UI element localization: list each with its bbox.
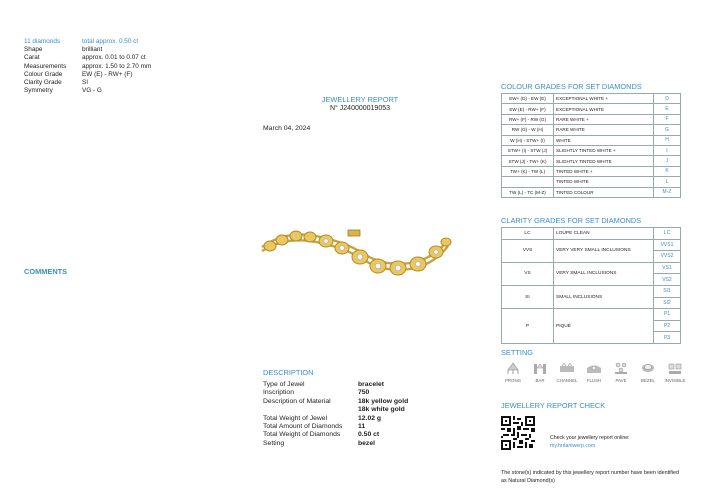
colour-grade-row [502, 145, 681, 155]
clarity-grade-letter: P3 [654, 332, 681, 344]
clarity-grade-row [502, 228, 681, 240]
colour-grade-row [502, 166, 681, 176]
description-row [263, 440, 408, 448]
colour-grade-name: SLIGHTLY TINTED WHITE [554, 156, 654, 166]
summary-value: EW (E) - RW+ (F) [82, 70, 133, 78]
colour-grade-code: STW (J) - TW+ (K) [502, 156, 554, 166]
setting-item [528, 360, 552, 383]
description-value-line: 12.02 g [358, 414, 382, 422]
comments-heading: COMMENTS [24, 267, 68, 276]
description-label: Setting [263, 439, 285, 447]
colour-grade-name: TINTED WHITE + [554, 166, 654, 176]
summary-value: approx. 1.50 to 2.70 mm [82, 62, 152, 70]
bar-icon [528, 360, 552, 376]
colour-grade-code: TW (L) - TC (M-Z) [502, 187, 554, 197]
setting-heading: SETTING [501, 348, 534, 357]
summary-label: Colour Grade [24, 70, 63, 78]
description-value-line: bracelet [358, 381, 385, 388]
clarity-grade-row [502, 309, 681, 321]
colour-grade-row [502, 125, 681, 135]
clarity-grade-code: VVS [502, 239, 554, 262]
channel-icon [555, 360, 579, 376]
clarity-grade-letter: VS1 [654, 262, 681, 274]
summary-value: VG - G [82, 87, 102, 95]
description-value-line: 0.50 ct [358, 431, 380, 439]
colour-grade-letter: I [654, 145, 681, 155]
report-date: March 04, 2024 [263, 125, 311, 132]
description-row [263, 423, 408, 431]
description-label: Total Weight of Diamonds [263, 431, 341, 439]
clarity-grade-name: VERY SMALL INCLUSIONS [554, 262, 654, 285]
description-value-line: 18k white gold [358, 406, 405, 414]
colour-grade-letter: K [654, 166, 681, 176]
colour-grade-letter: J [654, 156, 681, 166]
summary-row [24, 54, 151, 62]
setting-label: CHANNEL [556, 378, 578, 383]
clarity-grade-code: LC [502, 228, 554, 240]
description-value-line: 11 [358, 423, 366, 431]
description-heading: DESCRIPTION [263, 368, 314, 377]
clarity-grade-name: LOUPE CLEAN [554, 228, 654, 240]
colour-grade-name: WHITE [554, 135, 654, 145]
colour-grade-row [502, 104, 681, 114]
prong-icon [501, 360, 525, 376]
description-row [263, 431, 408, 439]
setting-label: PRONG [504, 378, 522, 383]
colour-grade-name: RARE WHITE [554, 125, 654, 135]
report-check-heading: JEWELLERY REPORT CHECK [501, 401, 606, 410]
description-row [263, 415, 408, 423]
clarity-grade-letter: P2 [654, 320, 681, 332]
clarity-grade-letter: LC [654, 228, 681, 240]
colour-grade-letter: L [654, 177, 681, 187]
colour-grade-name: SLIGHTLY TINTED WHITE + [554, 145, 654, 155]
setting-icons [501, 360, 687, 383]
bezel-icon [636, 360, 660, 376]
clarity-grade-code: SI [502, 285, 554, 308]
description-value-line: bezel [358, 439, 375, 447]
setting-item [636, 360, 660, 383]
summary-row [24, 87, 151, 95]
colour-grade-letter: F [654, 114, 681, 124]
colour-grade-row [502, 177, 681, 187]
clarity-grade-row [502, 262, 681, 274]
clarity-grade-row [502, 239, 681, 251]
clarity-grade-letter: SI1 [654, 285, 681, 297]
report-title: JEWELLERY REPORT [321, 95, 399, 104]
summary-label: Measurements [24, 62, 67, 70]
description-value-line: 750 [358, 389, 370, 397]
description-table [263, 381, 408, 448]
summary-value: brilliant [82, 46, 103, 54]
clarity-grade-code: P [502, 309, 554, 344]
description-row [263, 381, 408, 389]
colour-grade-row [502, 114, 681, 124]
setting-item [582, 360, 606, 383]
colour-grade-name: TINTED WHITE [554, 177, 654, 187]
setting-item [501, 360, 525, 383]
description-label: Total Weight of Jewel [263, 414, 328, 422]
clarity-grade-letter: VVS2 [654, 251, 681, 263]
clarity-grade-letter: VS2 [654, 274, 681, 286]
summary-label: Symmetry [24, 87, 53, 95]
colour-grade-row [502, 156, 681, 166]
description-value [358, 423, 365, 431]
clarity-grade-row [502, 285, 681, 297]
description-row [263, 389, 408, 397]
diamond-count: 11 diamonds [24, 38, 61, 45]
colour-grade-letter: D [654, 94, 681, 104]
description-value-line: 18k yellow gold [358, 397, 409, 405]
clarity-grade-letter: P1 [654, 309, 681, 321]
summary-value: approx. 0.01 to 0.07 ct [82, 54, 146, 62]
colour-grade-letter: H [654, 135, 681, 145]
description-value [358, 440, 375, 448]
description-label: Total Amount of Diamonds [263, 423, 343, 431]
colour-grade-name: RARE WHITE + [554, 114, 654, 124]
description-value [358, 398, 408, 415]
qr-code[interactable] [501, 416, 535, 450]
clarity-grade-name: PIQUÉ [554, 309, 654, 344]
pave-icon [609, 360, 633, 376]
colour-grade-row [502, 94, 681, 104]
description-value [358, 415, 381, 423]
description-label: Type of Jewel [263, 381, 305, 388]
report-number: N° J240000019053 [329, 105, 391, 112]
colour-grade-code [502, 177, 554, 187]
colour-grade-code: RW+ (F) - RW (G) [502, 114, 554, 124]
colour-grade-code: EW+ (D) - EW (E) [502, 94, 554, 104]
description-row [263, 398, 408, 415]
setting-label: PAVÉ [615, 378, 627, 383]
clarity-grade-name: SMALL INCLUSIONS [554, 285, 654, 308]
flush-icon [582, 360, 606, 376]
setting-label: INVISIBLE [664, 378, 686, 383]
clarity-grades-table [501, 227, 681, 344]
colour-grade-letter: E [654, 104, 681, 114]
clarity-grades-heading: CLARITY GRADES FOR SET DIAMONDS [501, 216, 642, 225]
description-value [358, 431, 379, 439]
bracelet-image [256, 222, 454, 292]
colour-grade-letter: M-Z [654, 187, 681, 197]
clarity-grade-letter: SI2 [654, 297, 681, 309]
colour-grade-row [502, 187, 681, 197]
setting-label: BAR [535, 378, 545, 383]
colour-grades-heading: COLOUR GRADES FOR SET DIAMONDS [501, 82, 642, 91]
colour-grade-name: EXCEPTIONAL WHITE [554, 104, 654, 114]
colour-grades-table [501, 93, 681, 198]
clarity-grade-name: VERY VERY SMALL INCLUSIONS [554, 239, 654, 262]
description-value [358, 381, 384, 389]
summary-row [24, 46, 151, 54]
colour-grade-name: TINTED COLOUR [554, 187, 654, 197]
setting-item [663, 360, 687, 383]
colour-grade-code: W (H) - STW+ (I) [502, 135, 554, 145]
natural-diamond-note: The stone(s) indicated by this jewellery report number have been identified as Natural Diamond(s) [501, 470, 679, 484]
diamond-total-weight: total approx. 0.50 ct [82, 38, 139, 45]
colour-grade-name: EXCEPTIONAL WHITE + [554, 94, 654, 104]
summary-value: SI [82, 79, 89, 87]
invisible-icon [663, 360, 687, 376]
summary-label: Carat [24, 54, 40, 62]
summary-label: Clarity Grade [24, 79, 62, 87]
check-link[interactable]: my.hrdantwerp.com [550, 442, 596, 449]
description-value [358, 389, 369, 397]
clarity-grade-letter: VVS1 [654, 239, 681, 251]
summary-row [24, 79, 151, 87]
colour-grade-code: EW (E) - RW+ (F) [502, 104, 554, 114]
summary-label: Shape [24, 46, 43, 54]
summary-row [24, 71, 151, 79]
diamond-summary [24, 38, 151, 95]
report-check-text [550, 435, 630, 450]
colour-grade-row [502, 135, 681, 145]
description-label: Inscription [263, 389, 294, 397]
clarity-grade-code: VS [502, 262, 554, 285]
description-label: Description of Material [263, 397, 331, 405]
summary-row [24, 63, 151, 71]
setting-label: BEZEL [641, 378, 655, 383]
setting-item [609, 360, 633, 383]
colour-grade-letter: G [654, 125, 681, 135]
colour-grade-code: RW (G) - W (H) [502, 125, 554, 135]
colour-grade-code: STW+ (I) - STW (J) [502, 145, 554, 155]
setting-item [555, 360, 579, 383]
colour-grade-code: TW+ (K) - TW (L) [502, 166, 554, 176]
check-instruction: Check your jewellery report online: [550, 435, 630, 441]
setting-label: FLUSH [586, 378, 602, 383]
